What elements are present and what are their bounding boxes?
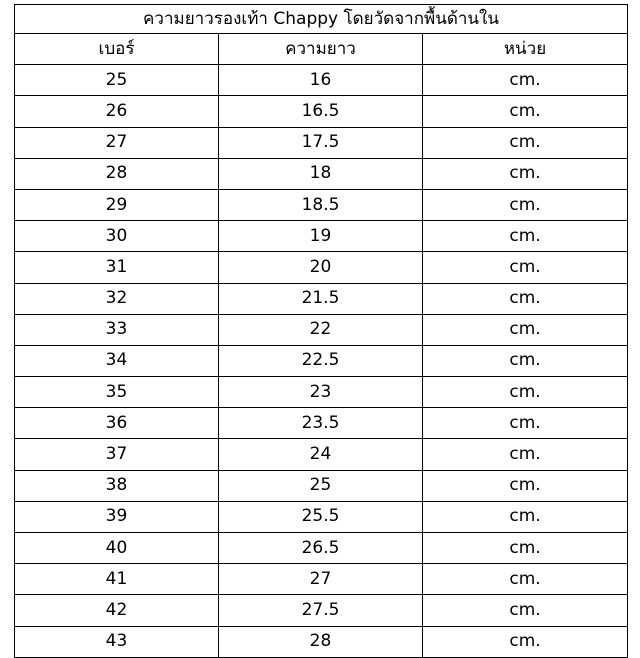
cell-unit: cm.: [423, 595, 628, 626]
cell-size: 29: [15, 189, 219, 220]
table-body: [15, 65, 628, 658]
cell-size: 31: [15, 252, 219, 283]
table-row: [15, 439, 628, 470]
cell-size: 42: [15, 595, 219, 626]
table-row: [15, 564, 628, 595]
table-row: [15, 377, 628, 408]
cell-length: 22: [219, 314, 423, 345]
cell-length: 17.5: [219, 127, 423, 158]
table-row: [15, 626, 628, 657]
cell-unit: cm.: [423, 158, 628, 189]
cell-length: 23.5: [219, 408, 423, 439]
cell-size: 40: [15, 533, 219, 564]
cell-unit: cm.: [423, 127, 628, 158]
cell-size: 25: [15, 65, 219, 96]
cell-length: 25.5: [219, 501, 423, 532]
cell-size: 33: [15, 314, 219, 345]
header-row: [15, 34, 628, 65]
cell-length: 22.5: [219, 345, 423, 376]
cell-length: 18: [219, 158, 423, 189]
cell-unit: cm.: [423, 533, 628, 564]
cell-size: 38: [15, 470, 219, 501]
cell-size: 39: [15, 501, 219, 532]
table-row: [15, 158, 628, 189]
cell-length: 26.5: [219, 533, 423, 564]
cell-length: 21.5: [219, 283, 423, 314]
cell-size: 41: [15, 564, 219, 595]
table-row: [15, 408, 628, 439]
table-row: [15, 283, 628, 314]
cell-unit: cm.: [423, 345, 628, 376]
cell-unit: cm.: [423, 189, 628, 220]
table-row: [15, 533, 628, 564]
cell-length: 19: [219, 221, 423, 252]
header-unit: หน่วย: [423, 34, 628, 65]
size-chart-table: [14, 4, 628, 658]
table-row: [15, 189, 628, 220]
cell-size: 37: [15, 439, 219, 470]
cell-size: 34: [15, 345, 219, 376]
cell-length: 27: [219, 564, 423, 595]
cell-unit: cm.: [423, 252, 628, 283]
table-row: [15, 470, 628, 501]
cell-unit: cm.: [423, 96, 628, 127]
cell-unit: cm.: [423, 377, 628, 408]
cell-size: 43: [15, 626, 219, 657]
cell-size: 32: [15, 283, 219, 314]
cell-length: 25: [219, 470, 423, 501]
table-row: [15, 252, 628, 283]
cell-length: 24: [219, 439, 423, 470]
cell-unit: cm.: [423, 408, 628, 439]
cell-size: 28: [15, 158, 219, 189]
cell-unit: cm.: [423, 470, 628, 501]
table-title: ความยาวรองเท้า Chappy โดยวัดจากพื้นด้านใน: [15, 5, 628, 34]
cell-unit: cm.: [423, 501, 628, 532]
cell-length: 28: [219, 626, 423, 657]
cell-length: 18.5: [219, 189, 423, 220]
cell-length: 23: [219, 377, 423, 408]
cell-unit: cm.: [423, 65, 628, 96]
cell-unit: cm.: [423, 439, 628, 470]
cell-size: 27: [15, 127, 219, 158]
cell-size: 36: [15, 408, 219, 439]
cell-unit: cm.: [423, 283, 628, 314]
cell-length: 16: [219, 65, 423, 96]
header-size: เบอร์: [15, 34, 219, 65]
table-row: [15, 221, 628, 252]
cell-size: 35: [15, 377, 219, 408]
table-row: [15, 65, 628, 96]
table-row: [15, 345, 628, 376]
cell-unit: cm.: [423, 564, 628, 595]
header-length: ความยาว: [219, 34, 423, 65]
cell-length: 20: [219, 252, 423, 283]
cell-length: 27.5: [219, 595, 423, 626]
table-row: [15, 595, 628, 626]
cell-size: 26: [15, 96, 219, 127]
cell-unit: cm.: [423, 626, 628, 657]
title-row: [15, 5, 628, 34]
cell-length: 16.5: [219, 96, 423, 127]
table-row: [15, 127, 628, 158]
table-row: [15, 314, 628, 345]
cell-unit: cm.: [423, 221, 628, 252]
table-row: [15, 501, 628, 532]
cell-unit: cm.: [423, 314, 628, 345]
cell-size: 30: [15, 221, 219, 252]
table-row: [15, 96, 628, 127]
